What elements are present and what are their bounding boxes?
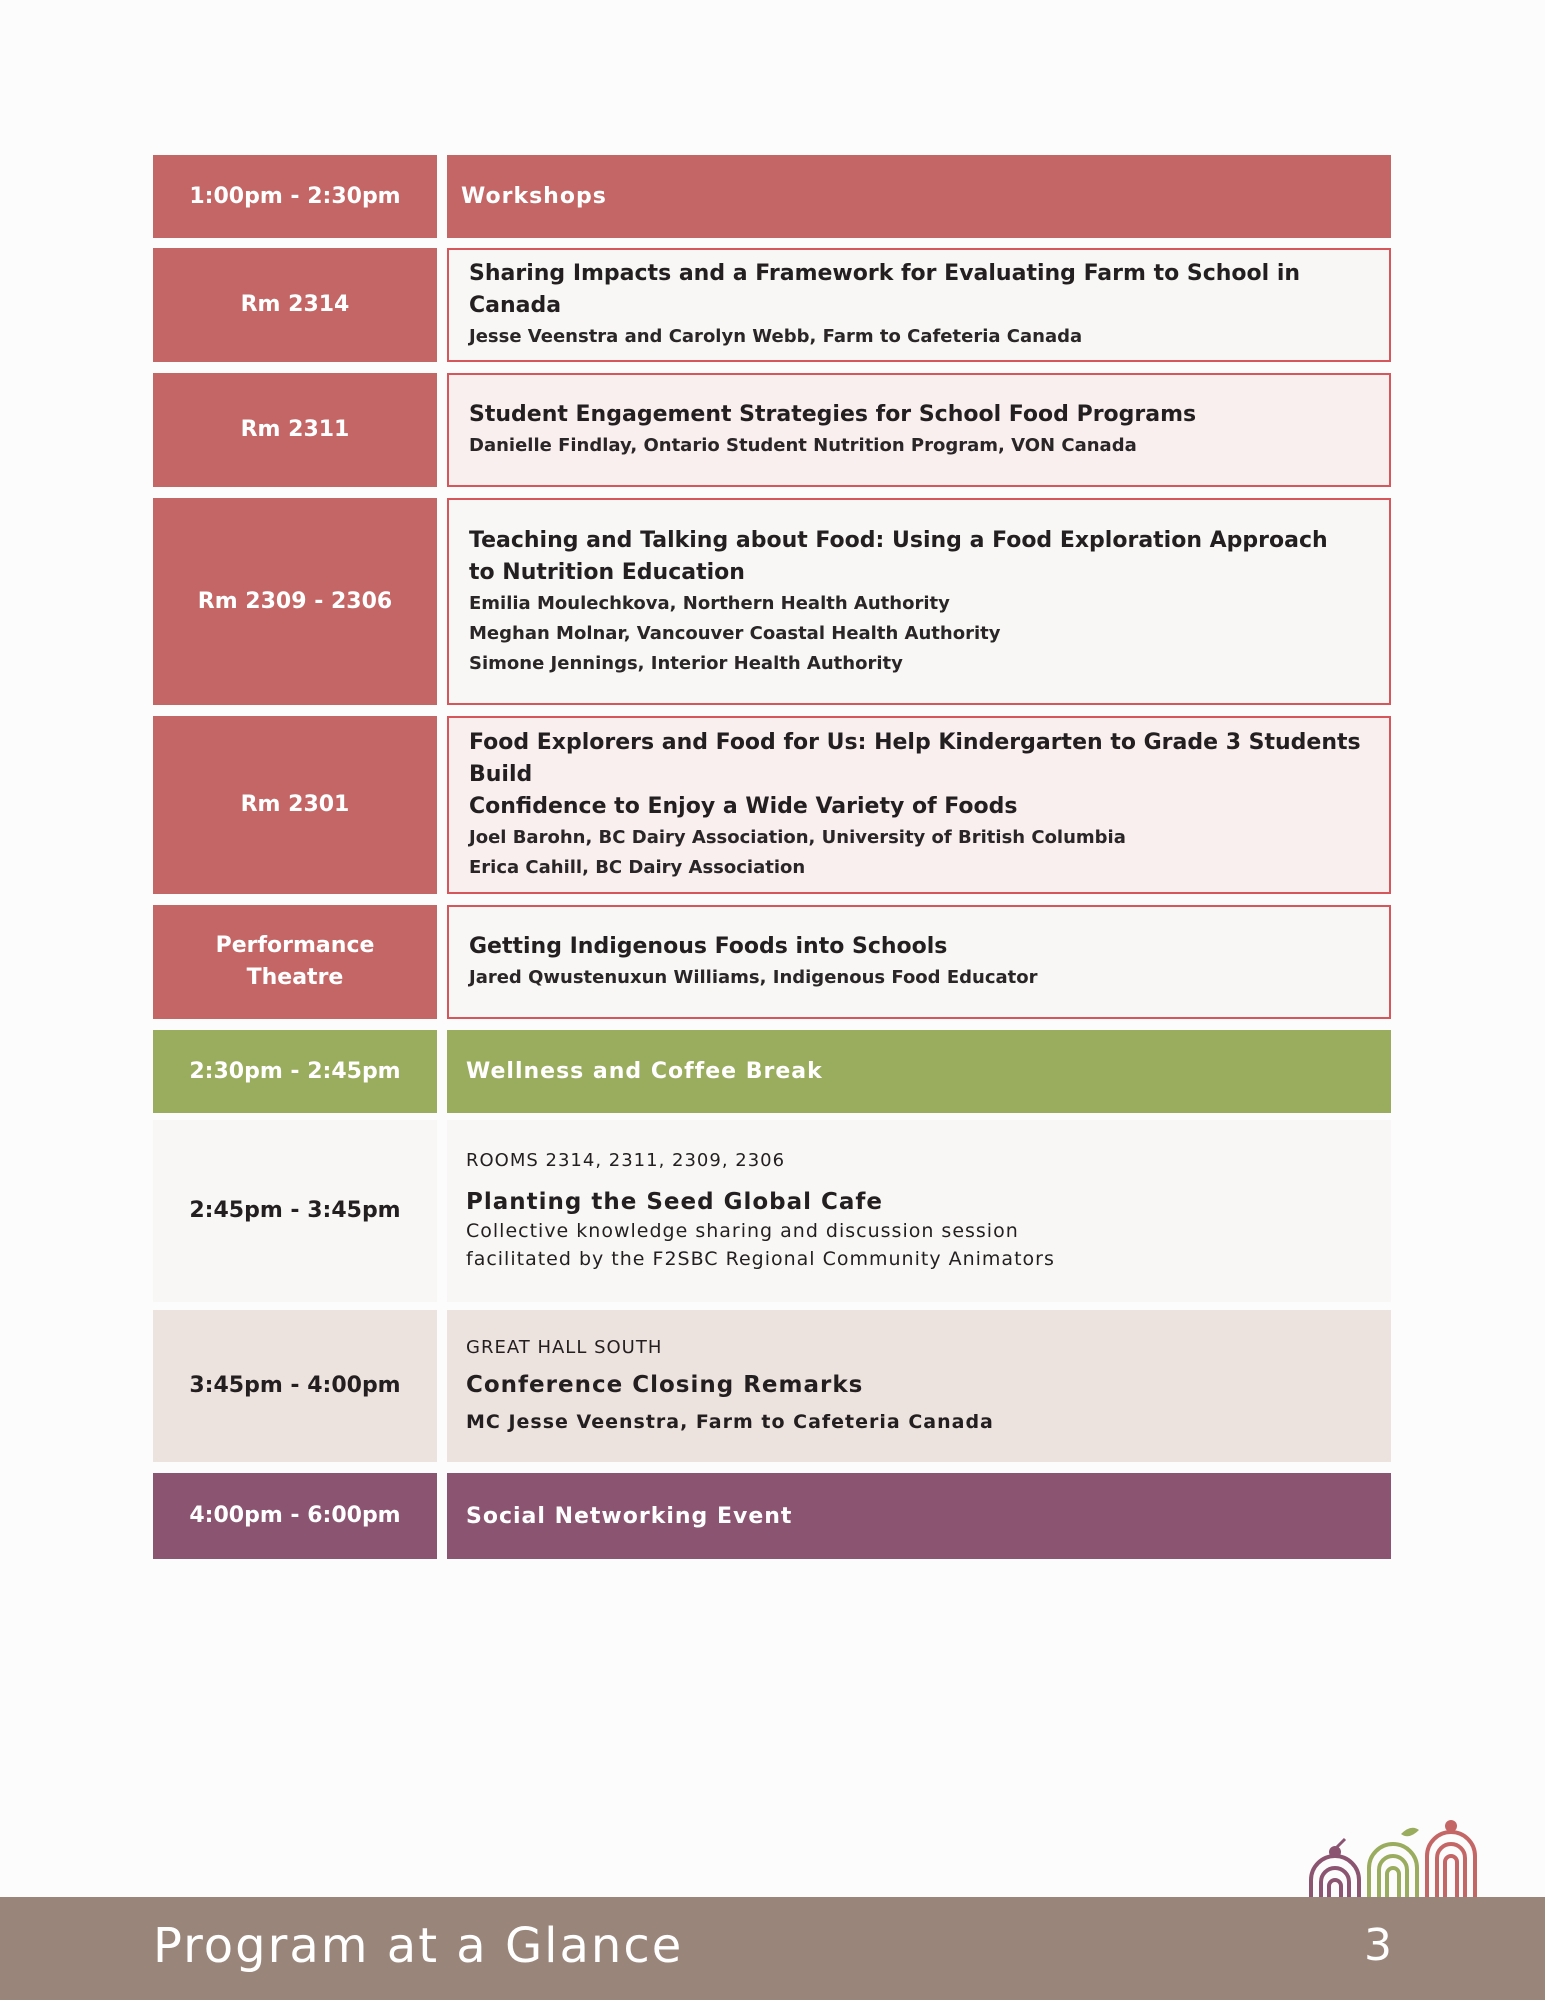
closing-title: Conference Closing Remarks: [466, 1372, 864, 1398]
workshops-time: 1:00pm - 2:30pm: [153, 155, 437, 238]
social-row: [153, 1473, 1391, 1559]
session-title: Student Engagement Strategies for School Food Programs: [469, 402, 1197, 427]
session-speaker: Jared Qwustenuxun Williams, Indigenous Food Educator: [469, 967, 1038, 988]
session-room-line: Performance: [215, 933, 375, 958]
cafe-title: Planting the Seed Global Cafe: [466, 1189, 884, 1215]
session-title-line: to Nutrition Education: [469, 559, 745, 585]
social-label: Social Networking Event: [447, 1473, 1391, 1559]
page-number: 3: [1364, 1920, 1392, 1971]
cafe-desc-line: facilitated by the F2SBC Regional Community Animators: [466, 1248, 1055, 1270]
session-speaker: Simone Jennings, Interior Health Authority: [469, 652, 903, 674]
session-details: [447, 248, 1391, 362]
session-title: Sharing Impacts and a Framework for Evaluating Farm to School in Canada: [469, 261, 1301, 318]
session-room: Rm 2311: [153, 373, 437, 487]
cafe-time: 2:45pm - 3:45pm: [153, 1120, 437, 1302]
closing-subtitle: MC Jesse Veenstra, Farm to Cafeteria Canada: [466, 1411, 994, 1433]
social-time: 4:00pm - 6:00pm: [153, 1473, 437, 1559]
session-details: [447, 373, 1391, 487]
cafe-rooms: ROOMS 2314, 2311, 2309, 2306: [466, 1150, 786, 1171]
closing-location: GREAT HALL SOUTH: [466, 1337, 663, 1358]
cafe-row: [153, 1120, 1391, 1302]
session-speaker: Jesse Veenstra and Carolyn Webb, Farm to Cafeteria Canada: [469, 326, 1083, 347]
arches-logo-icon: [1305, 1820, 1485, 1898]
session-speaker: Danielle Findlay, Ontario Student Nutrition Program, VON Canada: [469, 435, 1137, 456]
break-time: 2:30pm - 2:45pm: [153, 1030, 437, 1113]
session-title-line: Food Explorers and Food for Us: Help Kindergarten to Grade 3 Students Build: [469, 730, 1361, 787]
session-row: [153, 248, 1391, 362]
closing-details: [447, 1310, 1391, 1462]
footer-title: Program at a Glance: [153, 1918, 684, 1974]
session-title: Getting Indigenous Foods into Schools: [469, 934, 948, 959]
session-title-line: Confidence to Enjoy a Wide Variety of Foods: [469, 794, 1018, 819]
session-row: [153, 373, 1391, 487]
break-label: Wellness and Coffee Break: [447, 1030, 1391, 1113]
closing-row: [153, 1310, 1391, 1462]
session-title-line: Teaching and Talking about Food: Using a Food Exploration Approach: [469, 527, 1328, 553]
workshops-header-row: [153, 155, 1391, 238]
session-speaker: Emilia Moulechkova, Northern Health Authority: [469, 592, 950, 614]
session-speaker: Erica Cahill, BC Dairy Association: [469, 857, 806, 878]
session-room: Rm 2301: [153, 716, 437, 894]
session-room-line: Theatre: [246, 965, 344, 990]
cafe-details: [447, 1120, 1391, 1302]
break-row: [153, 1030, 1391, 1113]
footer-bar: [0, 1897, 1545, 2000]
session-details: [447, 905, 1391, 1019]
cafe-desc-line: Collective knowledge sharing and discussion session: [466, 1220, 1019, 1242]
session-room: [153, 905, 437, 1019]
session-room: Rm 2309 - 2306: [153, 498, 437, 705]
session-speaker: Joel Barohn, BC Dairy Association, University of British Columbia: [469, 827, 1126, 848]
session-row: [153, 716, 1391, 894]
session-details: [447, 716, 1391, 894]
session-row: [153, 498, 1391, 705]
closing-time: 3:45pm - 4:00pm: [153, 1310, 437, 1462]
session-room: Rm 2314: [153, 248, 437, 362]
session-speaker: Meghan Molnar, Vancouver Coastal Health Authority: [469, 622, 1001, 644]
workshops-heading: Workshops: [447, 155, 1391, 238]
session-details: [447, 498, 1391, 705]
session-row: [153, 905, 1391, 1019]
